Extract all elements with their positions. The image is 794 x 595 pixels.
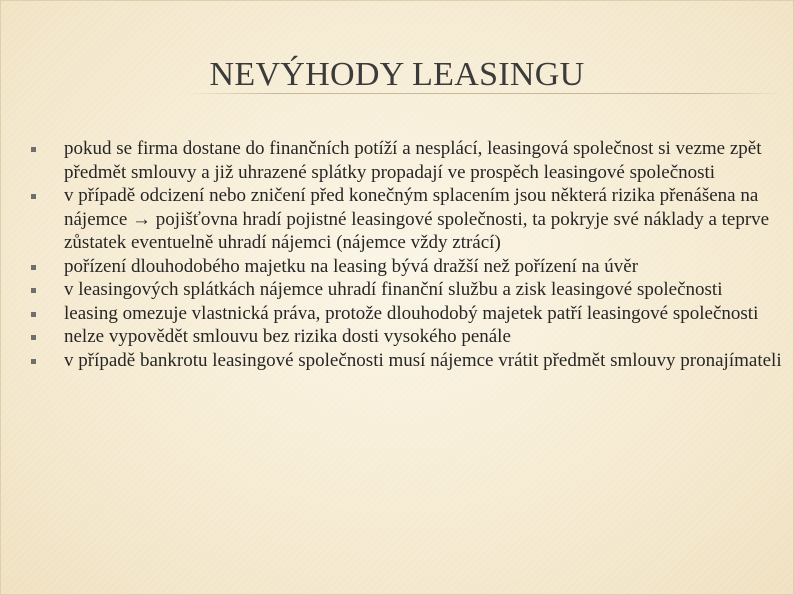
- square-bullet-icon: [31, 194, 36, 199]
- square-bullet-icon: [31, 265, 36, 270]
- bullet-text: pořízení dlouhodobého majetku na leasing bývá dražší než pořízení na úvěr: [64, 255, 639, 277]
- bullet-item: [30, 278, 782, 302]
- title-underline: [185, 93, 785, 94]
- slide-title: NEVÝHODY LEASINGU: [209, 56, 585, 93]
- square-bullet-icon: [31, 147, 36, 152]
- square-bullet-icon: [31, 288, 36, 293]
- bullet-item: [30, 302, 782, 326]
- bullet-item: [30, 137, 782, 184]
- bullet-text: pokud se firma dostane do finančních potíží a nesplácí, leasingová společnost si vezme zpět předmět smlouvy a již uhrazené splátky propadají ve prospěch leasingové společnosti: [64, 138, 762, 183]
- bullet-item: [30, 255, 782, 279]
- bullet-item: [30, 184, 782, 255]
- bullet-text: v leasingových splátkách nájemce uhradí finanční službu a zisk leasingové společnosti: [64, 279, 723, 300]
- bullet-list: [30, 137, 782, 372]
- bullet-text: nelze vypovědět smlouvu bez rizika dosti vysokého penále: [64, 326, 511, 347]
- bullet-text: v případě bankrotu leasingové společnosti musí nájemce vrátit předmět smlouvy pronajímateli: [64, 349, 782, 371]
- square-bullet-icon: [31, 335, 36, 340]
- bullet-text: leasing omezuje vlastnická práva, protože dlouhodobý majetek patří leasingové společnosti: [64, 302, 759, 324]
- slide-content: [30, 137, 782, 372]
- square-bullet-icon: [31, 359, 36, 364]
- bullet-item: [30, 325, 782, 349]
- bullet-text: v případě odcizení nebo zničení před konečným splacením jsou některá rizika přenášena na nájemce → pojišťovna hradí pojistné leasingové společnosti, ta pokryje své náklady a teprve zůstatek eventuelně uhradí nájemci (nájemce vždy ztrácí): [64, 185, 770, 253]
- bullet-item: [30, 349, 782, 373]
- square-bullet-icon: [31, 312, 36, 317]
